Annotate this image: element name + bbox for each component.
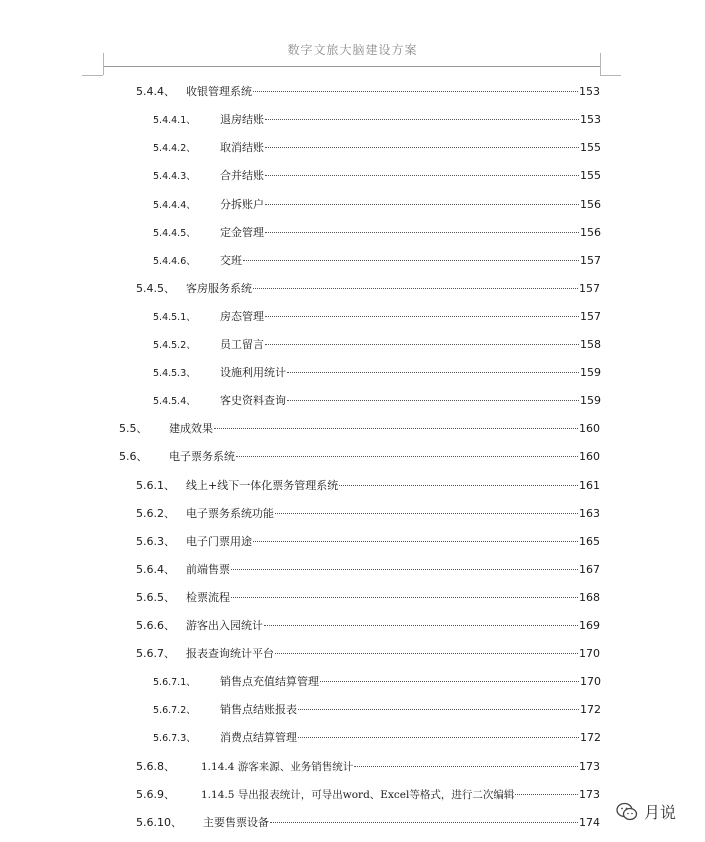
- toc-entry[interactable]: [136, 507, 600, 521]
- toc-leader: [236, 456, 578, 457]
- toc-entry[interactable]: [153, 141, 601, 155]
- crop-mark-left-v: [103, 53, 104, 75]
- toc-entry[interactable]: [153, 113, 601, 127]
- watermark: [616, 800, 676, 823]
- crop-mark-right-h: [600, 75, 621, 76]
- toc-number: 5.5、: [119, 422, 148, 435]
- toc-entry[interactable]: [136, 282, 600, 296]
- toc-number: 5.6.1、: [136, 479, 175, 492]
- toc-number: 5.6.2、: [136, 507, 175, 520]
- watermark-text: 月说: [644, 803, 677, 822]
- toc-title: 退房结账: [220, 113, 264, 126]
- toc-number: 5.6.7.1、: [153, 677, 196, 688]
- toc-title: 电子票务系统: [169, 450, 235, 463]
- toc-number: 5.6.5、: [136, 591, 175, 604]
- toc-number: 5.6.4、: [136, 563, 175, 576]
- toc-page-number: 160: [579, 450, 600, 463]
- toc-number: 5.4.4、: [136, 85, 175, 98]
- toc-leader: [339, 485, 578, 486]
- toc-entry[interactable]: [153, 703, 601, 717]
- toc-number: 5.6.7.2、: [153, 705, 196, 716]
- toc-number: 5.6.7、: [136, 647, 175, 660]
- toc-page-number: 156: [580, 198, 601, 211]
- toc-number: 5.6.6、: [136, 619, 175, 632]
- toc-page-number: 174: [579, 816, 600, 829]
- toc-entry[interactable]: [153, 198, 601, 212]
- toc-page-number: 153: [579, 85, 600, 98]
- toc-entry[interactable]: [136, 788, 600, 802]
- toc-entry[interactable]: [136, 479, 600, 493]
- toc-leader: [287, 372, 579, 373]
- toc-number: 5.6.8、: [136, 760, 175, 773]
- header-rule: [103, 66, 600, 67]
- toc-number: 5.6.9、: [136, 788, 175, 801]
- toc-leader: [275, 513, 578, 514]
- toc-title: 客房服务系统: [186, 282, 252, 295]
- toc-page-number: 158: [580, 338, 601, 351]
- toc-leader: [214, 428, 578, 429]
- toc-title: 销售点结账报表: [220, 703, 297, 716]
- toc-title: 交班: [220, 254, 242, 267]
- toc-page-number: 172: [580, 731, 601, 744]
- toc-number: 5.4.4.5、: [153, 228, 196, 239]
- toc-page-number: 172: [580, 703, 601, 716]
- toc-number: 5.4.5.4、: [153, 396, 196, 407]
- toc-page-number: 155: [580, 141, 601, 154]
- toc-page-number: 157: [580, 254, 601, 267]
- toc-page-number: 170: [580, 675, 601, 688]
- toc-page-number: 157: [579, 282, 600, 295]
- toc-title: 销售点充值结算管理: [220, 675, 319, 688]
- toc-page-number: 157: [580, 310, 601, 323]
- toc-title: 取消结账: [220, 141, 264, 154]
- toc-title: 主要售票设备: [203, 816, 269, 829]
- toc-leader: [298, 709, 579, 710]
- toc-title: 建成效果: [169, 422, 213, 435]
- toc-leader: [264, 625, 578, 626]
- toc-title: 1.14.4 游客来源、业务销售统计: [201, 761, 354, 773]
- toc-page-number: 161: [579, 479, 600, 492]
- toc-leader: [231, 597, 578, 598]
- toc-page-number: 160: [579, 422, 600, 435]
- toc-title: 1.14.5 导出报表统计，可导出word、Excel等格式，进行二次编辑: [201, 789, 515, 801]
- toc-number: 5.4.4.2、: [153, 143, 196, 154]
- crop-mark-left-h: [82, 75, 103, 76]
- toc-page-number: 169: [579, 619, 600, 632]
- toc-leader: [320, 681, 579, 682]
- toc-entry[interactable]: [153, 675, 601, 689]
- toc-leader: [253, 91, 578, 92]
- toc-leader: [287, 400, 579, 401]
- toc-entry[interactable]: [153, 169, 601, 183]
- crop-mark-right-v: [600, 53, 601, 75]
- toc-page-number: 168: [579, 591, 600, 604]
- toc-page-number: 159: [580, 366, 601, 379]
- toc-leader: [265, 344, 579, 345]
- toc-leader: [231, 569, 578, 570]
- toc-title: 报表查询统计平台: [186, 647, 274, 660]
- toc-entry[interactable]: [153, 310, 601, 324]
- toc-title: 检票流程: [186, 591, 230, 604]
- toc-title: 定金管理: [220, 226, 264, 239]
- toc-leader: [354, 766, 578, 767]
- toc-leader: [265, 204, 579, 205]
- toc-number: 5.4.5.2、: [153, 340, 196, 351]
- toc-leader: [265, 175, 579, 176]
- toc-title: 设施利用统计: [220, 366, 286, 379]
- toc-leader: [270, 822, 578, 823]
- toc-number: 5.4.5.3、: [153, 368, 196, 379]
- toc-entry[interactable]: [153, 226, 601, 240]
- toc-entry[interactable]: [119, 450, 600, 464]
- toc-page-number: 155: [580, 169, 601, 182]
- toc-title: 游客出入园统计: [186, 619, 263, 632]
- toc-number: 5.4.5、: [136, 282, 175, 295]
- toc-title: 分拆账户: [220, 198, 264, 211]
- toc-entry[interactable]: [136, 591, 600, 605]
- toc-leader: [265, 316, 579, 317]
- toc-entry[interactable]: [136, 647, 600, 661]
- toc-page-number: 153: [580, 113, 601, 126]
- toc-title: 客史资料查询: [220, 394, 286, 407]
- toc-entry[interactable]: [136, 535, 600, 549]
- toc-entry[interactable]: [153, 394, 601, 408]
- toc-entry[interactable]: [136, 816, 600, 830]
- toc-page-number: 173: [579, 788, 600, 801]
- toc-leader: [253, 288, 578, 289]
- toc-entry[interactable]: [153, 254, 601, 268]
- toc-page-number: 159: [580, 394, 601, 407]
- toc-leader: [265, 119, 579, 120]
- toc-leader: [298, 737, 579, 738]
- toc-entry[interactable]: [136, 85, 600, 99]
- toc-number: 5.4.4.4、: [153, 200, 196, 211]
- toc-entry[interactable]: [153, 731, 601, 745]
- toc-page-number: 156: [580, 226, 601, 239]
- toc-page-number: 165: [579, 535, 600, 548]
- toc-page-number: 167: [579, 563, 600, 576]
- toc-page-number: 173: [579, 760, 600, 773]
- toc-number: 5.4.4.3、: [153, 171, 196, 182]
- toc-title: 电子票务系统功能: [186, 507, 274, 520]
- toc-leader: [253, 541, 578, 542]
- toc-leader: [275, 653, 578, 654]
- page-header-title: 数字文旅大脑建设方案: [287, 43, 418, 57]
- toc-entry[interactable]: [136, 760, 600, 774]
- toc-title: 线上+线下一体化票务管理系统: [186, 479, 339, 492]
- toc-title: 员工留言: [220, 338, 264, 351]
- toc-page-number: 163: [579, 507, 600, 520]
- toc-number: 5.6、: [119, 450, 148, 463]
- toc-title: 房态管理: [220, 310, 264, 323]
- toc-entry[interactable]: [153, 366, 601, 380]
- toc-leader: [515, 794, 578, 795]
- toc-title: 前端售票: [186, 563, 230, 576]
- toc-title: 合并结账: [220, 169, 264, 182]
- toc-entry[interactable]: [136, 619, 600, 633]
- toc-leader: [265, 232, 579, 233]
- toc-entry[interactable]: [153, 338, 601, 352]
- toc-entry[interactable]: [119, 422, 600, 436]
- toc-entry[interactable]: [136, 563, 600, 577]
- toc-number: 5.6.3、: [136, 535, 175, 548]
- toc-leader: [243, 260, 579, 261]
- toc-title: 收银管理系统: [186, 85, 252, 98]
- toc-number: 5.4.5.1、: [153, 312, 196, 323]
- toc-title: 电子门票用途: [186, 535, 252, 548]
- toc-number: 5.4.4.6、: [153, 256, 196, 267]
- toc-number: 5.4.4.1、: [153, 115, 196, 126]
- toc-number: 5.6.7.3、: [153, 733, 196, 744]
- toc-page-number: 170: [579, 647, 600, 660]
- toc-number: 5.6.10、: [136, 816, 182, 829]
- toc-leader: [265, 147, 579, 148]
- toc-title: 消费点结算管理: [220, 731, 297, 744]
- wechat-icon: [616, 802, 638, 822]
